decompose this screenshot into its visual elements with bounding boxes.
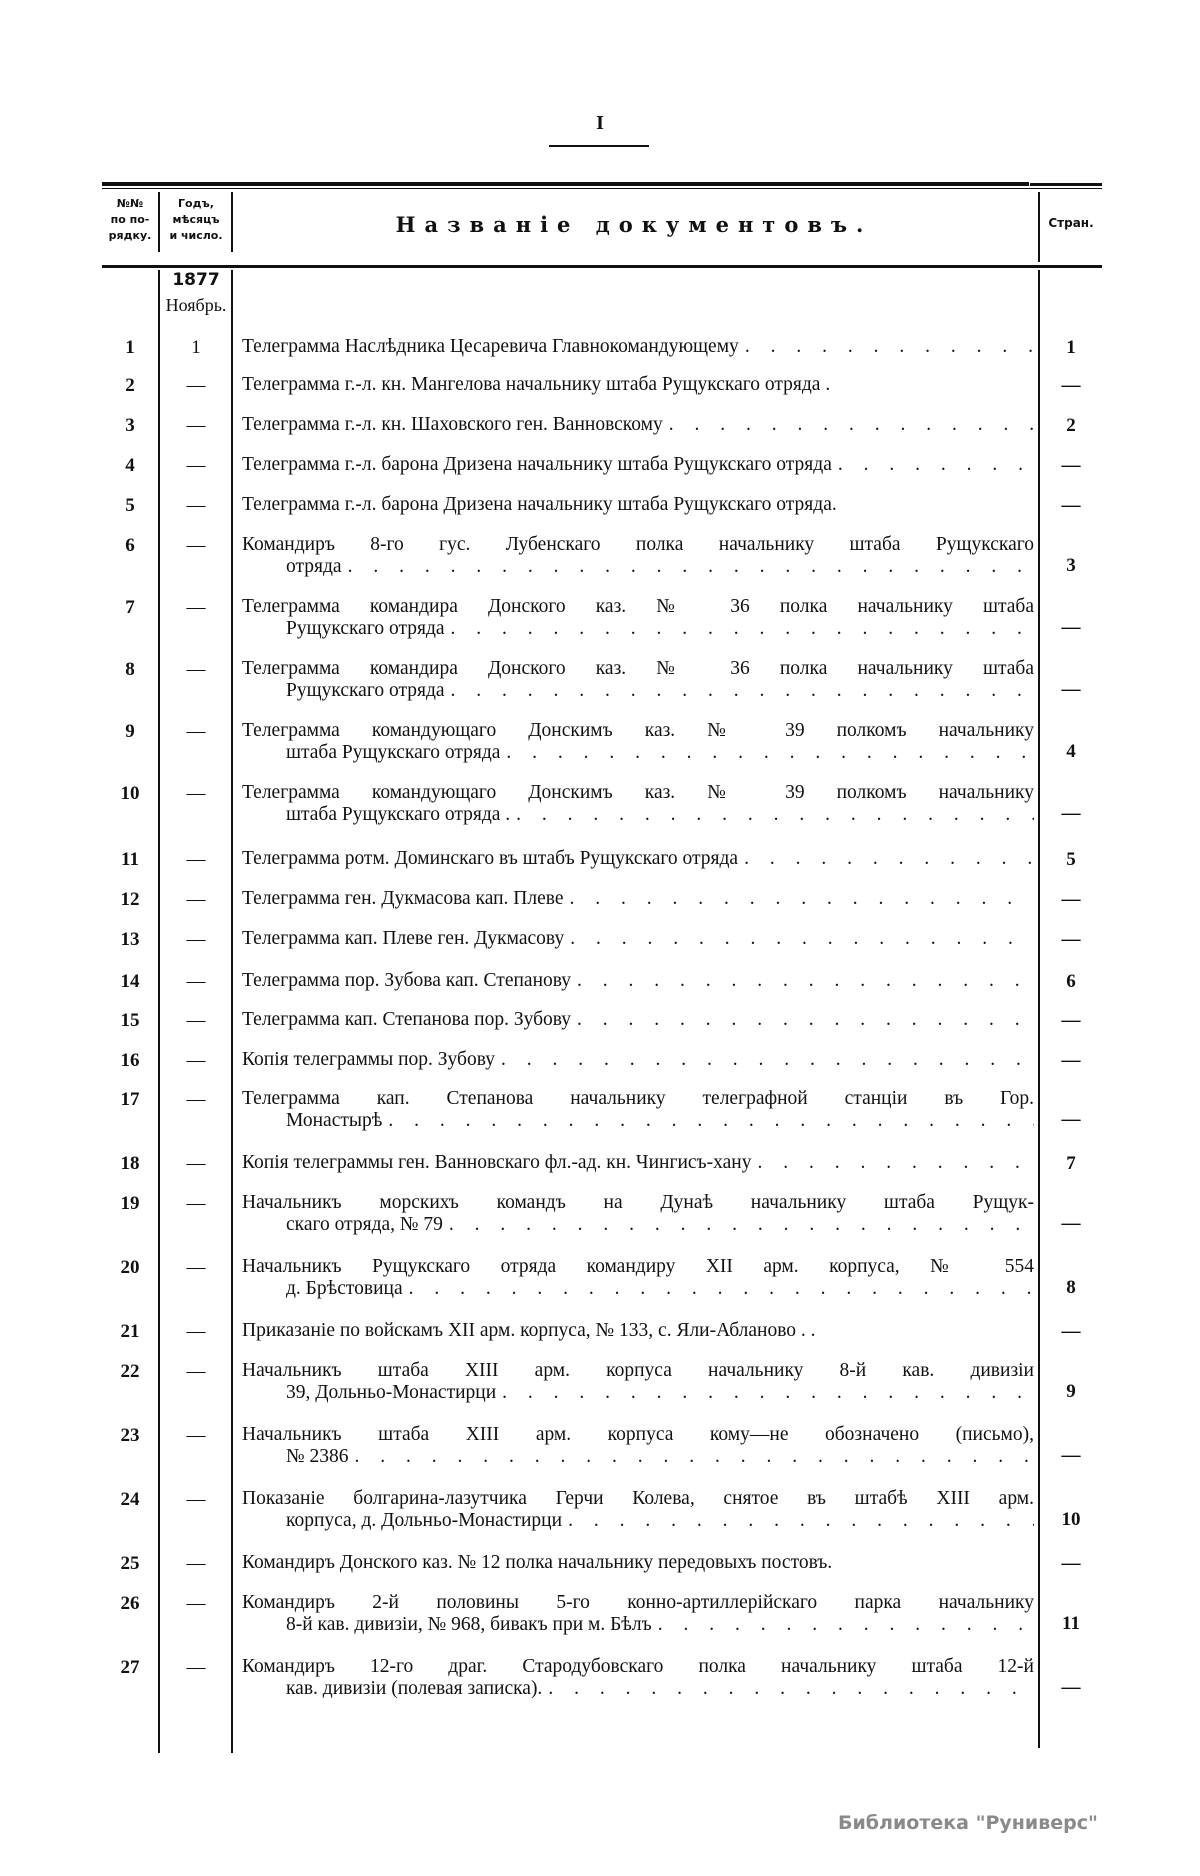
- row-date: —: [186, 1593, 206, 1614]
- row-page: —: [1061, 1677, 1081, 1698]
- row-title-text: 8-й кав. дивизіи, № 968, бивакъ при м. Бѣлъ: [286, 1614, 652, 1635]
- row-title-text: 39, Дольньо-Монастирци: [286, 1382, 497, 1403]
- row-title-line: [242, 454, 1034, 476]
- row-page: —: [1061, 889, 1081, 910]
- row-title-text: Командиръ 2-й половины 5-го конно-артиллерійскаго парка начальнику: [242, 1592, 1034, 1613]
- row-date: —: [186, 889, 206, 910]
- row-page: 3: [1066, 555, 1076, 576]
- row-title-line: [242, 1552, 1034, 1574]
- row-title-text: кав. дивизіи (полевая записка).: [286, 1678, 543, 1699]
- row-number: 10: [120, 783, 140, 804]
- row-title-text: Телеграмма командующаго Донскимъ каз. № 39 полкомъ начальнику: [242, 782, 1034, 803]
- leader-dots: [738, 848, 1034, 870]
- row-number: 22: [120, 1361, 140, 1382]
- row-title-line: [242, 782, 1034, 804]
- page-number-rule: [549, 145, 649, 147]
- row-number: 20: [120, 1257, 140, 1278]
- row-title-line: [242, 742, 1034, 764]
- leader-dots: [342, 556, 1034, 578]
- row-number: 16: [120, 1050, 140, 1071]
- leader-dots: [739, 336, 1034, 358]
- row-title-text: Телеграмма г.-л. кн. Шаховского ген. Ванновскому: [242, 414, 663, 435]
- row-number: 2: [125, 375, 135, 396]
- row-title-line: [242, 1110, 1034, 1132]
- row-title-line: [242, 1424, 1034, 1446]
- row-title-text: отряда: [286, 556, 342, 577]
- row-page: 7: [1066, 1153, 1076, 1174]
- row-title-text: штаба Рущукскаго отряда: [286, 742, 501, 763]
- row-page: —: [1061, 1213, 1081, 1234]
- row-number: 4: [125, 455, 135, 476]
- row-title: [242, 534, 1034, 578]
- row-date: —: [186, 1153, 206, 1174]
- header-date: [160, 196, 232, 244]
- row-title-text: Телеграмма ротм. Доминскаго въ штабъ Рущукскаго отряда: [242, 848, 739, 869]
- leader-dots: [500, 742, 1034, 764]
- row-date: —: [186, 1657, 206, 1678]
- row-title: [242, 1360, 1034, 1404]
- row-title-line: [242, 804, 1034, 826]
- row-title-line: [242, 1382, 1034, 1404]
- row-date: —: [186, 1193, 206, 1214]
- row-page: —: [1061, 1010, 1081, 1031]
- row-title-text: Рущукскаго отряда: [286, 618, 445, 639]
- row-title-text: корпуса, д. Дольньо-Монастирци: [286, 1510, 563, 1531]
- row-title-line: [242, 1510, 1034, 1532]
- row-date: —: [186, 1321, 206, 1342]
- leader-dots: [564, 928, 1034, 950]
- row-title-text: Копія телеграммы пор. Зубову: [242, 1049, 496, 1070]
- header-page: Стран.: [1048, 216, 1094, 230]
- row-title: [242, 720, 1034, 764]
- leader-dots: [348, 1446, 1034, 1468]
- row-page: 8: [1066, 1277, 1076, 1298]
- row-date: —: [186, 929, 206, 950]
- row-number: 14: [120, 971, 140, 992]
- row-title-text: Телеграмма кап. Плеве ген. Дукмасову: [242, 928, 565, 949]
- row-title-text: Телеграмма командира Донского каз. № 36 полка начальнику штаба: [242, 596, 1034, 617]
- row-page: —: [1061, 929, 1081, 950]
- header-date-line: мѣсяцъ: [172, 213, 220, 226]
- row-title-text: Копія телеграммы ген. Ванновскаго фл.-ад. кн. Чингисъ-хану: [242, 1152, 752, 1173]
- row-date: —: [186, 1050, 206, 1071]
- header-number-line: №№: [116, 197, 144, 210]
- month-label: Ноябрь.: [165, 295, 227, 315]
- row-page: —: [1061, 1553, 1081, 1574]
- header-number-line: по по-: [110, 213, 150, 226]
- row-title-text: Начальникъ штаба XIII арм. корпуса начальнику 8-й кав. дивизіи: [242, 1360, 1034, 1381]
- table-header-bottom-rule: [102, 265, 1102, 268]
- row-title: [242, 454, 1034, 476]
- row-title-text: Телеграмма ген. Дукмасова кап. Плеве: [242, 888, 564, 909]
- leader-dots: [445, 618, 1034, 640]
- leader-dots: [510, 804, 1034, 826]
- row-title-text: Телеграмма г.-л. кн. Мангелова начальнику штаба Рущукскаго отряда .: [242, 374, 831, 395]
- row-title: [242, 928, 1034, 950]
- row-title-line: [242, 1049, 1034, 1071]
- row-title-text: Телеграмма пор. Зубова кап. Степанову: [242, 970, 572, 991]
- row-title-text: Командиръ Донского каз. № 12 полка начальнику передовыхъ постовъ.: [242, 1552, 833, 1573]
- row-title-line: [242, 1278, 1034, 1300]
- row-date: —: [186, 1553, 206, 1574]
- row-title-text: Монастырѣ: [286, 1110, 383, 1131]
- row-title-line: [242, 1614, 1034, 1636]
- row-title: [242, 1152, 1034, 1174]
- row-title-line: [242, 1592, 1034, 1614]
- row-title-line: [242, 1088, 1034, 1110]
- leader-dots: [542, 1678, 1034, 1700]
- row-title: [242, 494, 1034, 516]
- leader-dots: [445, 680, 1034, 702]
- row-title: [242, 1320, 1034, 1342]
- row-number: 17: [120, 1089, 140, 1110]
- row-title-text: № 2386: [286, 1446, 349, 1467]
- row-title: [242, 1088, 1034, 1132]
- row-title-text: Рущукскаго отряда: [286, 680, 445, 701]
- row-title-line: [242, 848, 1034, 870]
- row-number: 7: [125, 597, 135, 618]
- table-top-thin-rule: [102, 188, 1102, 189]
- row-title: [242, 782, 1034, 826]
- row-date: —: [186, 971, 206, 992]
- row-date: —: [186, 659, 206, 680]
- row-number: 13: [120, 929, 140, 950]
- leader-dots: [663, 414, 1034, 436]
- row-number: 8: [125, 659, 135, 680]
- row-date: —: [186, 1489, 206, 1510]
- row-title: [242, 1256, 1034, 1300]
- row-title-line: [242, 1152, 1034, 1174]
- row-title-line: [242, 1214, 1034, 1236]
- row-page: —: [1061, 617, 1081, 638]
- row-title-text: д. Брѣстовица: [286, 1278, 403, 1299]
- row-page: —: [1061, 803, 1081, 824]
- header-number: [102, 196, 158, 244]
- row-title-text: Приказаніе по войскамъ XII арм. корпуса, № 133, с. Яли-Абланово . .: [242, 1320, 816, 1341]
- row-title-text: Телеграмма г.-л. барона Дризена начальнику штаба Рущукскаго отряда: [242, 454, 832, 475]
- row-date: —: [186, 375, 206, 396]
- row-title-text: скаго отряда, № 79: [286, 1214, 443, 1235]
- leader-dots: [652, 1614, 1034, 1636]
- page-number: I: [596, 112, 604, 134]
- row-title-text: Телеграмма командующаго Донскимъ каз. № 39 полкомъ начальнику: [242, 720, 1034, 741]
- row-page: 10: [1061, 1509, 1081, 1530]
- row-title-text: Телеграмма Наслѣдника Цесаревича Главнокомандующему: [242, 336, 739, 357]
- leader-dots: [571, 970, 1034, 992]
- row-title-line: [242, 1192, 1034, 1214]
- row-title-line: [242, 414, 1034, 436]
- row-title-text: Командиръ 12-го драг. Стародубовскаго полка начальнику штаба 12-й: [242, 1656, 1034, 1677]
- header-title: Названіе документовъ.: [395, 212, 873, 237]
- row-page: —: [1061, 1445, 1081, 1466]
- row-title-text: Телеграмма командира Донского каз. № 36 полка начальнику штаба: [242, 658, 1034, 679]
- row-page: 2: [1066, 415, 1076, 436]
- row-title-text: Начальникъ морскихъ командъ на Дунаѣ начальнику штаба Рущук-: [242, 1192, 1034, 1213]
- row-date: —: [186, 597, 206, 618]
- row-title: [242, 596, 1034, 640]
- row-number: 26: [120, 1593, 140, 1614]
- leader-dots: [832, 454, 1034, 476]
- row-title-text: Телеграмма кап. Степанова начальнику телеграфной станціи въ Гор.: [242, 1088, 1034, 1109]
- row-title-line: [242, 658, 1034, 680]
- row-title: [242, 888, 1034, 910]
- row-title: [242, 1424, 1034, 1468]
- row-number: 11: [121, 849, 139, 870]
- row-page: 6: [1066, 971, 1076, 992]
- row-title-line: [242, 1678, 1034, 1700]
- row-date: —: [186, 1010, 206, 1031]
- row-title-text: штаба Рущукскаго отряда .: [286, 804, 511, 825]
- row-date: —: [186, 1257, 206, 1278]
- row-title-line: [242, 494, 1034, 516]
- row-date: 1: [191, 337, 201, 358]
- row-title: [242, 1592, 1034, 1636]
- table-top-rule: [102, 182, 1029, 186]
- row-number: 23: [120, 1425, 140, 1446]
- table-top-rule-right: [1030, 183, 1102, 186]
- row-page: —: [1061, 1050, 1081, 1071]
- year-label: 1877: [172, 270, 220, 290]
- row-page: 5: [1066, 849, 1076, 870]
- leader-dots: [562, 1510, 1034, 1532]
- row-date: —: [186, 721, 206, 742]
- row-date: —: [186, 1425, 206, 1446]
- row-page: —: [1061, 1321, 1081, 1342]
- row-number: 9: [125, 721, 135, 742]
- row-title: [242, 1656, 1034, 1700]
- row-title-line: [242, 970, 1034, 992]
- row-title-line: [242, 1009, 1034, 1031]
- row-page: —: [1061, 375, 1081, 396]
- row-title-line: [242, 1320, 1034, 1342]
- row-title: [242, 848, 1034, 870]
- row-number: 25: [120, 1553, 140, 1574]
- row-title: [242, 658, 1034, 702]
- row-title-line: [242, 596, 1034, 618]
- row-title-line: [242, 336, 1034, 358]
- row-title: [242, 1488, 1034, 1532]
- row-number: 6: [125, 535, 135, 556]
- row-title-line: [242, 1446, 1034, 1468]
- row-title-text: Телеграмма кап. Степанова пор. Зубову: [242, 1009, 572, 1030]
- row-number: 5: [125, 495, 135, 516]
- row-title-text: Командиръ 8-го гус. Лубенскаго полка начальнику штаба Рущукскаго: [242, 534, 1034, 555]
- row-title-line: [242, 374, 1034, 396]
- row-title-line: [242, 1488, 1034, 1510]
- row-page: 1: [1066, 337, 1076, 358]
- row-page: 9: [1066, 1381, 1076, 1402]
- row-title: [242, 1009, 1034, 1031]
- row-number: 27: [120, 1657, 140, 1678]
- row-title: [242, 1049, 1034, 1071]
- row-number: 15: [120, 1010, 140, 1031]
- row-number: 21: [120, 1321, 140, 1342]
- row-title-text: Начальникъ Рущукскаго отряда командиру XII арм. корпуса, № 554: [242, 1256, 1034, 1277]
- row-date: —: [186, 455, 206, 476]
- leader-dots: [495, 1049, 1034, 1071]
- leader-dots: [382, 1110, 1034, 1132]
- row-date: —: [186, 783, 206, 804]
- row-number: 19: [120, 1193, 140, 1214]
- row-title-text: Показаніе болгарина-лазутчика Герчи Колева, снятое въ штабѣ XIII арм.: [242, 1488, 1034, 1509]
- row-page: 4: [1066, 741, 1076, 762]
- row-title-line: [242, 534, 1034, 556]
- row-number: 18: [120, 1153, 140, 1174]
- row-title: [242, 1192, 1034, 1236]
- row-title-line: [242, 720, 1034, 742]
- leader-dots: [751, 1152, 1034, 1174]
- row-date: —: [186, 415, 206, 436]
- leader-dots: [564, 888, 1034, 910]
- row-title: [242, 970, 1034, 992]
- row-title-line: [242, 556, 1034, 578]
- row-title-line: [242, 928, 1034, 950]
- leader-dots: [496, 1382, 1034, 1404]
- watermark: Библиотека "Руниверс": [838, 1812, 1098, 1834]
- row-number: 24: [120, 1489, 140, 1510]
- row-page: —: [1061, 495, 1081, 516]
- row-page: —: [1061, 1109, 1081, 1130]
- row-title-line: [242, 618, 1034, 640]
- row-title-line: [242, 888, 1034, 910]
- row-date: —: [186, 1089, 206, 1110]
- row-number: 12: [120, 889, 140, 910]
- leader-dots: [443, 1214, 1034, 1236]
- row-page: —: [1061, 679, 1081, 700]
- row-title-text: Телеграмма г.-л. барона Дризена начальнику штаба Рущукскаго отряда.: [242, 494, 837, 515]
- row-number: 1: [125, 337, 135, 358]
- row-page: —: [1061, 455, 1081, 476]
- row-title: [242, 374, 1034, 396]
- header-date-line: и число.: [169, 229, 223, 242]
- row-number: 3: [125, 415, 135, 436]
- leader-dots: [403, 1278, 1034, 1300]
- row-title-text: Начальникъ штаба XIII арм. корпуса кому—не обозначено (письмо),: [242, 1424, 1034, 1445]
- row-date: —: [186, 535, 206, 556]
- row-date: —: [186, 849, 206, 870]
- row-title: [242, 414, 1034, 436]
- row-title-line: [242, 1656, 1034, 1678]
- row-title: [242, 336, 1034, 358]
- row-date: —: [186, 495, 206, 516]
- header-date-line: Годъ,: [178, 197, 214, 210]
- row-page: 11: [1062, 1613, 1080, 1634]
- leader-dots: [571, 1009, 1034, 1031]
- row-date: —: [186, 1361, 206, 1382]
- row-title: [242, 1552, 1034, 1574]
- header-number-line: рядку.: [108, 229, 152, 242]
- row-title-line: [242, 680, 1034, 702]
- row-title-line: [242, 1360, 1034, 1382]
- row-title-line: [242, 1256, 1034, 1278]
